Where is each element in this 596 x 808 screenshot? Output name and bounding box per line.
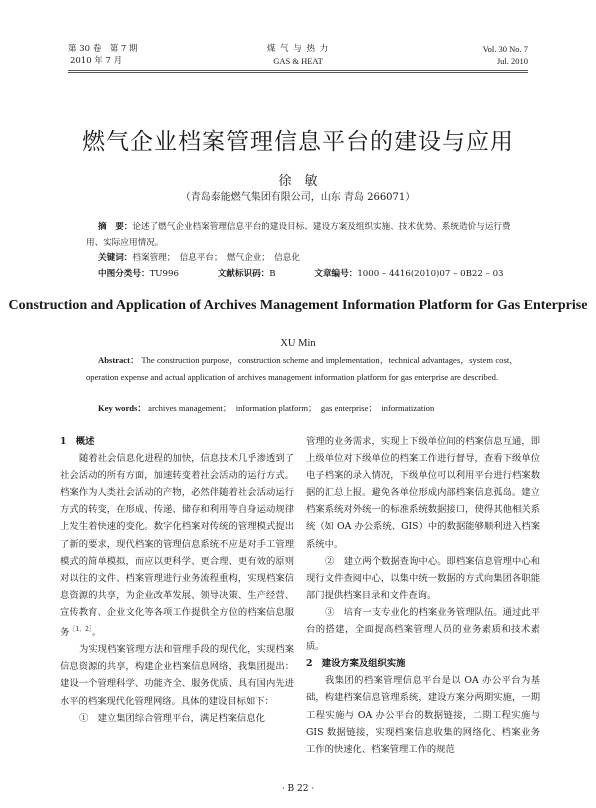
doc-code-value: B: [269, 269, 276, 279]
abstract-zh: [86, 219, 518, 251]
section-2-heading: 2 建设方案及组织实施: [306, 658, 406, 670]
paper-title: 燃气企业档案管理信息平台的建设与应用: [82, 129, 514, 155]
header-rule-2: [68, 72, 528, 73]
body-left-column: [60, 433, 294, 727]
paragraph: 为实现档案管理方法和管理手段的现代化，实现档案信息资源的共享，构建企业档案信息网络，我集团提出：建设一个管理科学、功能齐全、服务优质、具有国内先进水平的档案现代化管理网络。具体的建设目标如下：: [60, 644, 294, 707]
keywords-en: [98, 402, 434, 414]
paragraph: ② 建立两个数据查询中心。即档案信息管理中心和现行文件查阅中心，以集中统一数据的方式向集团各职能部门提供档案目录和文件查询。: [306, 555, 540, 601]
journal-name: 煤 气 与 热 力: [266, 44, 330, 54]
abstract-en-label: Abstract：: [98, 355, 139, 365]
paragraph: 我集团的档案管理信息平台是以 OA 办公平台为基础，构建档案信息管理系统，建设方案分两期实施，一期工程实施与 OA 办公平台的数据链接，二期工程实施与 GIS 数据链接，实现档案信息收集的网络化、档案业务工作的快速化、档案管理工作的规范: [306, 675, 540, 755]
volume-issue-en: Vol. 30 No. 7: [482, 44, 528, 54]
journal-name-en: GAS & HEAT: [273, 56, 323, 66]
issue-date: 2010 年 7 月: [70, 56, 123, 66]
volume-issue: 第 30 卷 第 7 期: [68, 44, 138, 54]
paragraph-end: 。: [91, 627, 102, 639]
header-rule: [68, 70, 528, 71]
article-no-value: 1000 – 4416(2010)07 – 0B22 – 03: [357, 269, 504, 279]
keywords-zh-text: 档案管理； 信息平台； 燃气企业； 信息化: [132, 253, 300, 263]
citation: ［1，2］: [69, 626, 92, 634]
keywords-zh-label: 关键词：: [98, 253, 133, 263]
abstract-zh-text: 论述了燃气企业档案管理信息平台的建设目标、建设方案及组织实施、技术优势、系统造价与运行费用、实际应用情况。: [86, 222, 511, 248]
paragraph: ③ 培育一支专业化的档案业务管理队伍。通过此平台的搭建，全面提高档案管理人员的业务素质和技术素质。: [306, 606, 540, 653]
paragraph: 管理的业务需求，实现上下级单位间的档案信息互通，即上级单位对下级单位的档案工作进行督导，查看下级单位电子档案的录入情况，下级单位可以利用平台进行档案数据的汇总上报。避免各单位形成内部档案信息孤岛。建立档案系统对外统一的标准系统数据接口，使得其他相关系统（如 OA 办公系统、GIS）中的数据能够顺利进入档案系统中。: [306, 436, 540, 550]
section-1-heading: 1 概述: [60, 436, 95, 447]
affiliation: （青岛泰能燃气集团有限公司，山东 青岛 266071）: [180, 192, 416, 203]
clc-label: 中图分类号：: [98, 269, 150, 279]
issue-date-en: Jul. 2010: [496, 56, 528, 66]
body-right-column: [306, 433, 540, 758]
keywords-en-label: Key words：: [98, 403, 146, 413]
doc-code-label: 文献标识码：: [217, 269, 270, 279]
abstract-zh-label: 摘 要：: [98, 222, 133, 232]
author: 徐 敏: [278, 174, 318, 189]
paragraph: [60, 450, 294, 641]
english-title: Construction and Application of Archives Management Information Platform for Gas Enterprise: [8, 298, 588, 313]
paragraph-text: 随着社会信息化进程的加快，信息技术几乎渗透到了社会活动的所有方面，加速转变着社会活动的运行方式。档案作为人类社会活动的产物，必然伴随着社会活动运行方式的转变，在形成、传递、储存和利用等自身运动规律上发生着快速的变化。数字化档案对传统的管理模式提出了新的要求，现代档案的管理信息系统不应是对手工管理模式的简单模拟，而应以更科学、更合理、更有效的原则对以往的文件、档案管理进行业务流程重构，实现档案信息资源的共享，为企业改革发展、领导决策、生产经营、宣传教育、企业文化等各项工作提供全方位的档案信息服务: [60, 453, 294, 639]
english-author: XU Min: [280, 338, 316, 349]
abstract-en: [86, 352, 518, 386]
keywords-zh: [98, 251, 300, 263]
page-number: · B 22 ·: [281, 784, 315, 794]
clc-value: TU996: [149, 269, 179, 279]
keywords-en-text: archives management； information platform； gas enterprise； informatization: [148, 403, 435, 413]
abstract-en-text: The construction purpose，construction scheme and implementation，technical advantages，system cost，operation expense and actual application of archives management information platform for gas enterprise are described.: [86, 355, 518, 382]
classification-line: [98, 267, 540, 279]
paragraph: ① 建立集团综合管理平台，满足档案信息化: [79, 712, 265, 724]
article-no-label: 文章编号：: [314, 269, 358, 279]
